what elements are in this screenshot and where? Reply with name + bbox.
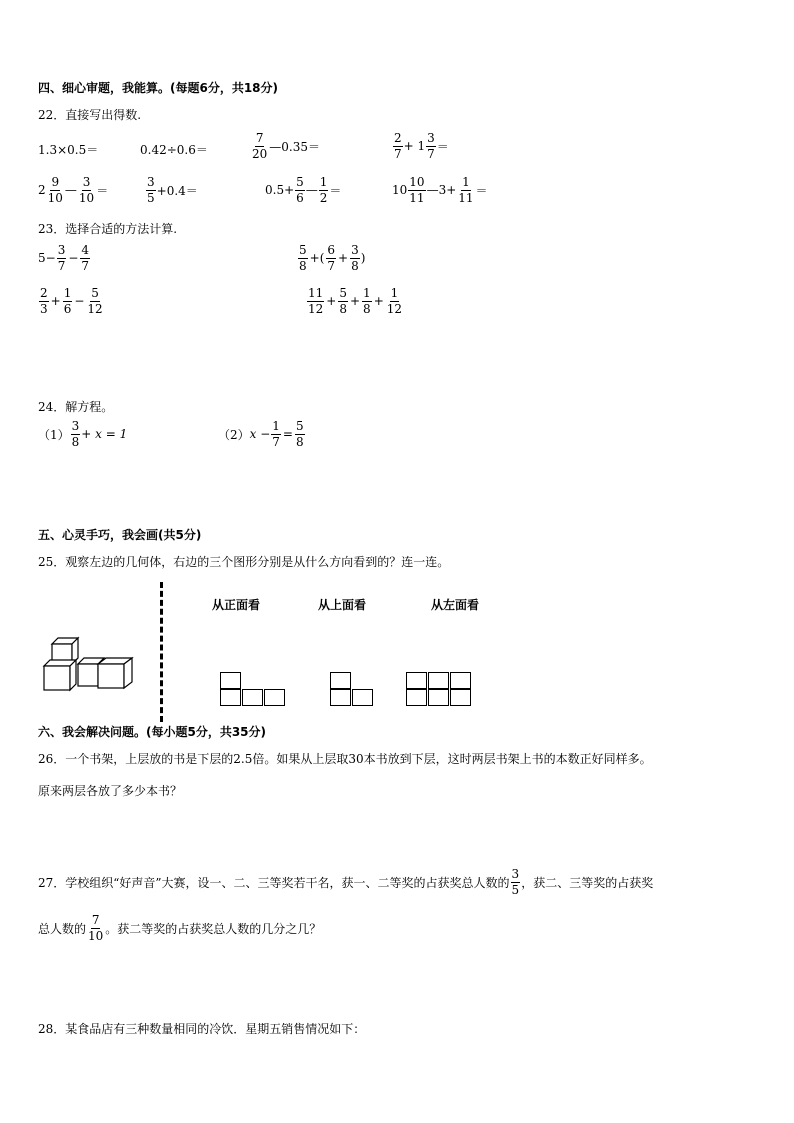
q27-text: 27．学校组织“好声音”大赛，设一、二、三等奖若干名，获一、二等奖的占获奖总人数的 — [38, 875, 510, 890]
fraction: $\frac{10}{11}$ — [409, 175, 425, 205]
fraction: $\frac{3}{7}$ — [57, 243, 66, 273]
expr-text: —0.35＝ — [269, 139, 321, 154]
grid-cell — [330, 689, 351, 706]
fraction: $\frac{1}{12}$ — [386, 286, 403, 316]
operator: + — [373, 294, 384, 309]
fraction: $\frac{1}{7}$ — [272, 419, 280, 449]
fraction: $\frac{3}{5}$ — [147, 175, 155, 205]
fraction: $\frac{7}{20}$ — [252, 131, 268, 161]
expr-text: ＝ — [436, 139, 449, 154]
fraction: $\frac{3}{5}$ — [511, 867, 520, 897]
fraction: $\frac{2}{7}$ — [394, 131, 402, 161]
q26-line-2: 原来两层各放了多少本书？ — [38, 784, 183, 798]
q22-expr-4 — [392, 132, 449, 160]
q27-line-1 — [38, 868, 653, 896]
grid-cell — [220, 672, 241, 689]
q22-expr-5 — [38, 176, 108, 204]
operator: + — [50, 294, 61, 309]
q25-label: 25．观察左边的几何体，右边的三个图形分别是从什么方向看到的？连一连。 — [38, 555, 450, 569]
expr-text: 0.5+ — [265, 183, 295, 198]
item-tag: （2） — [218, 427, 250, 442]
fraction: $\frac{11}{12}$ — [308, 286, 324, 316]
grid-cell — [264, 689, 285, 706]
grid-cell — [220, 689, 241, 706]
fraction: $\frac{4}{7}$ — [81, 243, 90, 273]
operator: +( — [309, 251, 325, 266]
q26-line-1: 26．一个书架，上层放的书是下层的2.5倍。如果从上层取30本书放到下层，这时两层书架上书的本数正好同样多。 — [38, 752, 652, 766]
q27-text: 总人数的 — [38, 921, 87, 936]
grid-cell — [450, 672, 471, 689]
q22-expr-8 — [392, 176, 488, 204]
operator: ) — [360, 251, 366, 266]
section-6-title: 六、我会解决问题。(每小题5分，共35分) — [38, 725, 267, 739]
expr-text: ＝ — [329, 183, 342, 198]
q22-expr-6 — [145, 176, 198, 204]
fraction: $\frac{5}{6}$ — [296, 175, 304, 205]
grid-cell — [330, 672, 351, 689]
q22-expr-1 — [38, 141, 98, 158]
operator: = — [282, 427, 293, 442]
expr-text: + x = 1 — [81, 427, 128, 442]
section-4-title: 四、细心审题，我能算。(每题6分，共18分) — [38, 81, 279, 95]
grid-cell — [428, 689, 449, 706]
expr-text: 10 — [392, 183, 408, 198]
grid-cell — [450, 689, 471, 706]
expr-text: +0.4＝ — [156, 183, 198, 198]
q27-text: 。获二等奖的占获奖总人数的几分之几？ — [105, 921, 322, 936]
fraction: $\frac{9}{10}$ — [47, 175, 63, 205]
view-label-left: 从左面看 — [431, 598, 480, 612]
q24-label: 24．解方程。 — [38, 400, 114, 414]
grid-cell — [406, 672, 427, 689]
expr-text: ＝ — [475, 183, 488, 198]
q22-expr-7 — [265, 176, 341, 204]
expr-text: ＝ — [96, 183, 109, 198]
fraction: $\frac{1}{2}$ — [319, 175, 328, 205]
view-label-top: 从上面看 — [318, 598, 367, 612]
q23-expr-1 — [38, 244, 91, 272]
expr-text: + 1 — [403, 139, 426, 154]
fraction: $\frac{1}{6}$ — [63, 286, 72, 316]
operator: + — [349, 294, 361, 309]
operator: + — [338, 251, 349, 266]
fraction: $\frac{3}{10}$ — [78, 175, 95, 205]
q24-equation-2 — [218, 420, 306, 448]
q23-label: 23．选择合适的方法计算. — [38, 222, 178, 236]
operator: − — [68, 251, 79, 266]
q23-expr-2 — [297, 244, 365, 272]
fraction: $\frac{1}{11}$ — [458, 175, 474, 205]
q24-equation-1 — [38, 420, 127, 448]
q23-expr-4 — [306, 287, 404, 315]
q27-text: ，获二、三等奖的占获奖 — [521, 875, 654, 890]
expr-text: 1.3×0.5＝ — [38, 143, 99, 157]
grid-cell — [242, 689, 263, 706]
expr-text: 2 — [38, 183, 46, 198]
fraction: $\frac{5}{8}$ — [339, 286, 347, 316]
fraction: $\frac{5}{12}$ — [87, 286, 103, 316]
q22-label: 22．直接写出得数. — [38, 108, 142, 122]
fraction: $\frac{3}{7}$ — [427, 131, 435, 161]
fraction: $\frac{1}{8}$ — [363, 286, 371, 316]
grid-cell — [406, 689, 427, 706]
operator: − — [74, 294, 85, 309]
fraction: $\frac{3}{8}$ — [71, 419, 80, 449]
q28-line-1: 28．某食品店有三种数量相同的冷饮．星期五销售情况如下： — [38, 1022, 366, 1036]
q22-expr-2 — [140, 141, 208, 158]
item-tag: （1） — [38, 427, 70, 442]
section-5-title: 五、心灵手巧，我会画(共5分) — [38, 528, 202, 542]
fraction: $\frac{6}{7}$ — [327, 243, 336, 273]
view-label-front: 从正面看 — [212, 598, 261, 612]
grid-cell — [428, 672, 449, 689]
fraction: $\frac{5}{8}$ — [295, 419, 304, 449]
fraction: $\frac{3}{8}$ — [351, 243, 359, 273]
fraction: $\frac{5}{8}$ — [299, 243, 307, 273]
operator: + — [326, 294, 337, 309]
expr-text: 5− — [38, 251, 56, 266]
grid-cell — [352, 689, 373, 706]
q23-expr-3 — [38, 287, 105, 315]
fraction: $\frac{7}{10}$ — [88, 913, 104, 943]
q22-expr-3 — [250, 132, 320, 160]
expr-text: 0.42÷0.6＝ — [140, 143, 208, 157]
fraction: $\frac{2}{3}$ — [40, 286, 48, 316]
expr-text: — — [305, 183, 318, 198]
expr-text: — — [64, 183, 77, 198]
expr-text: —3+ — [426, 183, 457, 198]
cube-solid-figure — [40, 632, 140, 694]
dashed-divider — [160, 582, 163, 722]
q27-line-2 — [38, 914, 321, 942]
expr-text: x − — [249, 427, 271, 442]
